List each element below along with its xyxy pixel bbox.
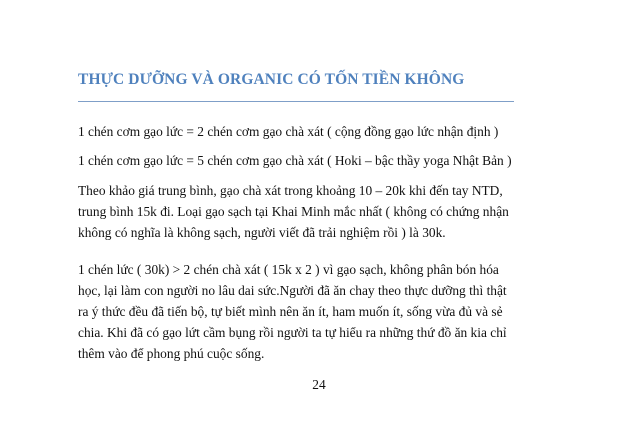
heading-underline [78, 101, 514, 102]
paragraph-2 [78, 150, 568, 171]
paragraph-line: ra ý thức đều đã tiến bộ, tự biết mình nên ăn ít, ham muốn ít, sống vừa đủ và sẻ [78, 304, 503, 319]
paragraph-line: không có nghĩa là không sạch, người viết đã trải nghiệm rồi ) là 30k. [78, 225, 446, 240]
paragraph-line: học, lại làm con người no lâu dai sức.Người đã ăn chay theo thực dưỡng thì thật [78, 283, 507, 298]
paragraph-line: thêm vào để phong phú cuộc sống. [78, 346, 265, 361]
paragraph-line: 1 chén lức ( 30k) > 2 chén chà xát ( 15k x 2 ) vì gạo sạch, không phân bón hóa [78, 262, 499, 277]
section-heading: THỰC DƯỠNG VÀ ORGANIC CÓ TỐN TIỀN KHÔNG [78, 71, 465, 88]
paragraph-3 [78, 180, 568, 243]
paragraph-line: trung bình 15k đi. Loại gạo sạch tại Khai Minh mắc nhất ( không có chứng nhận [78, 204, 509, 219]
page-number: 24 [312, 377, 326, 392]
paragraph-line: chia. Khi đã có gạo lứt cầm bụng rồi người ta tự hiểu ra những thứ đồ ăn kia chỉ [78, 325, 507, 340]
paragraph-1 [78, 121, 568, 142]
paragraph-4 [78, 259, 568, 364]
paragraph-line: 1 chén cơm gạo lức = 5 chén cơm gạo chà xát ( Hoki – bậc thầy yoga Nhật Bản ) [78, 153, 512, 168]
paragraph-line: 1 chén cơm gạo lức = 2 chén cơm gạo chà xát ( cộng đồng gạo lức nhận định ) [78, 124, 499, 139]
paragraph-line: Theo khảo giá trung bình, gạo chà xát trong khoảng 10 – 20k khi đến tay NTD, [78, 183, 503, 198]
